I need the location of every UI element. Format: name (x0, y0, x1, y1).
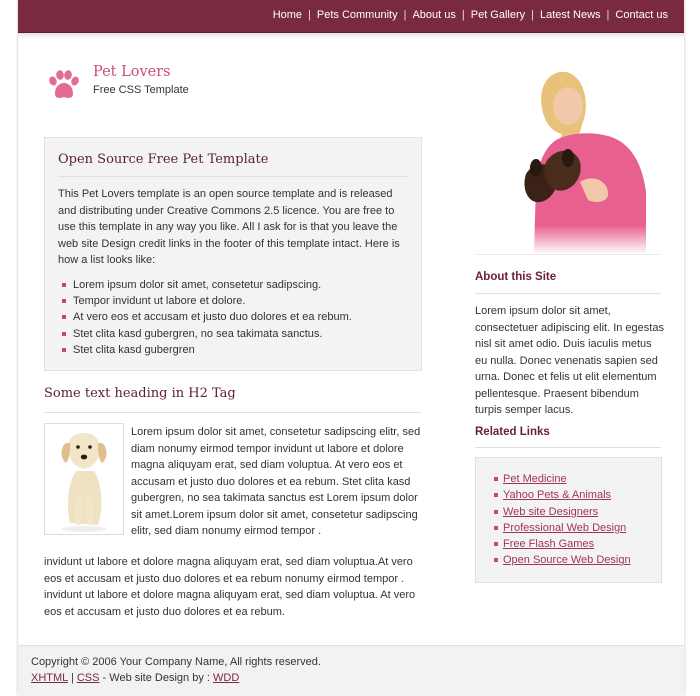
page-frame (18, 0, 684, 695)
full-paragraph: invidunt ut labore et dolore magna aliquyam erat, sed diam voluptua.At vero eos et accusam et justo duo dolores et ea rebum nonumy eirmod tempor . invidunt ut labore et dolore magna aliquyam erat, sed diam voluptua. At vero eos et accusam et justo duo dolores et ea rebum. (44, 556, 416, 618)
list-item: At vero eos et accusam et justo duo dolores et ea rebum. (58, 309, 352, 325)
xhtml-link[interactable]: XHTML (31, 672, 68, 684)
nav-home[interactable]: Home (272, 9, 303, 21)
intro-box (44, 137, 422, 371)
links-heading: Related Links (475, 426, 550, 438)
photo-base-rule (475, 254, 660, 255)
link-item (494, 520, 631, 536)
link-item (494, 487, 631, 503)
nav-separator: | (606, 9, 610, 21)
puppy-illustration (46, 425, 122, 533)
about-divider (475, 293, 661, 294)
heading-divider (58, 176, 408, 177)
intro-list (58, 277, 352, 358)
about-heading: About this Site (475, 271, 557, 283)
nav-separator: | (461, 9, 465, 21)
nav-separator: | (403, 9, 407, 21)
intro-heading: Open Source Free Pet Template (58, 152, 269, 167)
list-item: Stet clita kasd gubergren, no sea takimata sanctus. (58, 326, 352, 342)
link-web-site-designers[interactable]: Web site Designers (503, 505, 599, 518)
intro-paragraph: This Pet Lovers template is an open source template and is released and distributing under Creative Commons 2.5 licence. You are free to use this template in any way you like. All I ask for is that you leave the web site Design credit links in the footer of this template intact. Here is how a list looks like: (58, 188, 400, 266)
paw-icon (45, 66, 81, 102)
nav-separator: | (531, 9, 535, 21)
link-pet-medicine[interactable]: Pet Medicine (503, 473, 567, 485)
link-item (494, 536, 631, 552)
footer-separator: | (70, 672, 74, 684)
site-title: Pet Lovers (93, 64, 171, 80)
list-item: Tempor invidunt ut labore et dolore. (58, 293, 352, 309)
wdd-link[interactable]: WDD (213, 672, 240, 684)
top-bar (18, 0, 684, 33)
nav-latest-news[interactable]: Latest News (540, 9, 601, 21)
copyright: Copyright © 2006 Your Company Name, All rights reserved. (31, 656, 321, 668)
footer (18, 645, 684, 696)
link-item (494, 471, 631, 487)
nav-contact-us[interactable]: Contact us (615, 9, 668, 21)
nav-pets-community[interactable]: Pets Community (316, 9, 398, 21)
link-professional-web-design[interactable]: Professional Web Design (503, 521, 627, 534)
link-item (494, 552, 631, 568)
link-yahoo-pets[interactable]: Yahoo Pets & Animals (503, 489, 612, 502)
list-item: Lorem ipsum dolor sit amet, consetetur sadipscing. (58, 277, 352, 293)
footer-links (31, 672, 239, 684)
wrap-paragraph: Lorem ipsum dolor sit amet, consetetur sadipscing elitr, sed diam nonumy eirmod tempor invidunt ut labore et dolore magna aliquyam erat, sed diam voluptua. At vero eos et accusam et justo duo dolores et ea rebum. Stet clita kasd gubergren, no sea takimata sanctus est Lorem ipsum dolor sit amet.Lorem ipsum dolor sit amet, consetetur sadipscing elitr, sed diam nonumy eirmod tempor . (131, 426, 421, 537)
nav-pet-gallery[interactable]: Pet Gallery (470, 9, 526, 21)
related-links-box (475, 457, 662, 583)
css-link[interactable]: CSS (76, 672, 100, 684)
main-nav (273, 9, 668, 21)
site-subtitle: Free CSS Template (93, 84, 189, 96)
top-bar-shadow (18, 33, 684, 39)
credit-text: - Web site Design by : (102, 672, 210, 684)
link-item (494, 504, 631, 520)
link-open-source-web-design[interactable]: Open Source Web Design (503, 554, 631, 567)
related-links (494, 471, 631, 569)
nav-separator: | (308, 9, 311, 21)
header-photo (496, 62, 646, 254)
links-divider (475, 447, 661, 448)
about-text: Lorem ipsum dolor sit amet, consectetuer adipiscing elit. In egestas nisl sit amet odio. Duis iaculis metus eu nulla. Donec venenatis sapien sed urna. Donec et felis ut elit elementum pellentesque. Praesent bibendum turpis semper lacus. (475, 305, 664, 416)
puppy-image (44, 423, 124, 535)
link-free-flash-games[interactable]: Free Flash Games (503, 538, 595, 551)
list-item: Stet clita kasd gubergren (58, 342, 352, 358)
section-divider (44, 412, 421, 413)
nav-about-us[interactable]: About us (412, 9, 456, 21)
section-heading: Some text heading in H2 Tag (44, 386, 236, 401)
